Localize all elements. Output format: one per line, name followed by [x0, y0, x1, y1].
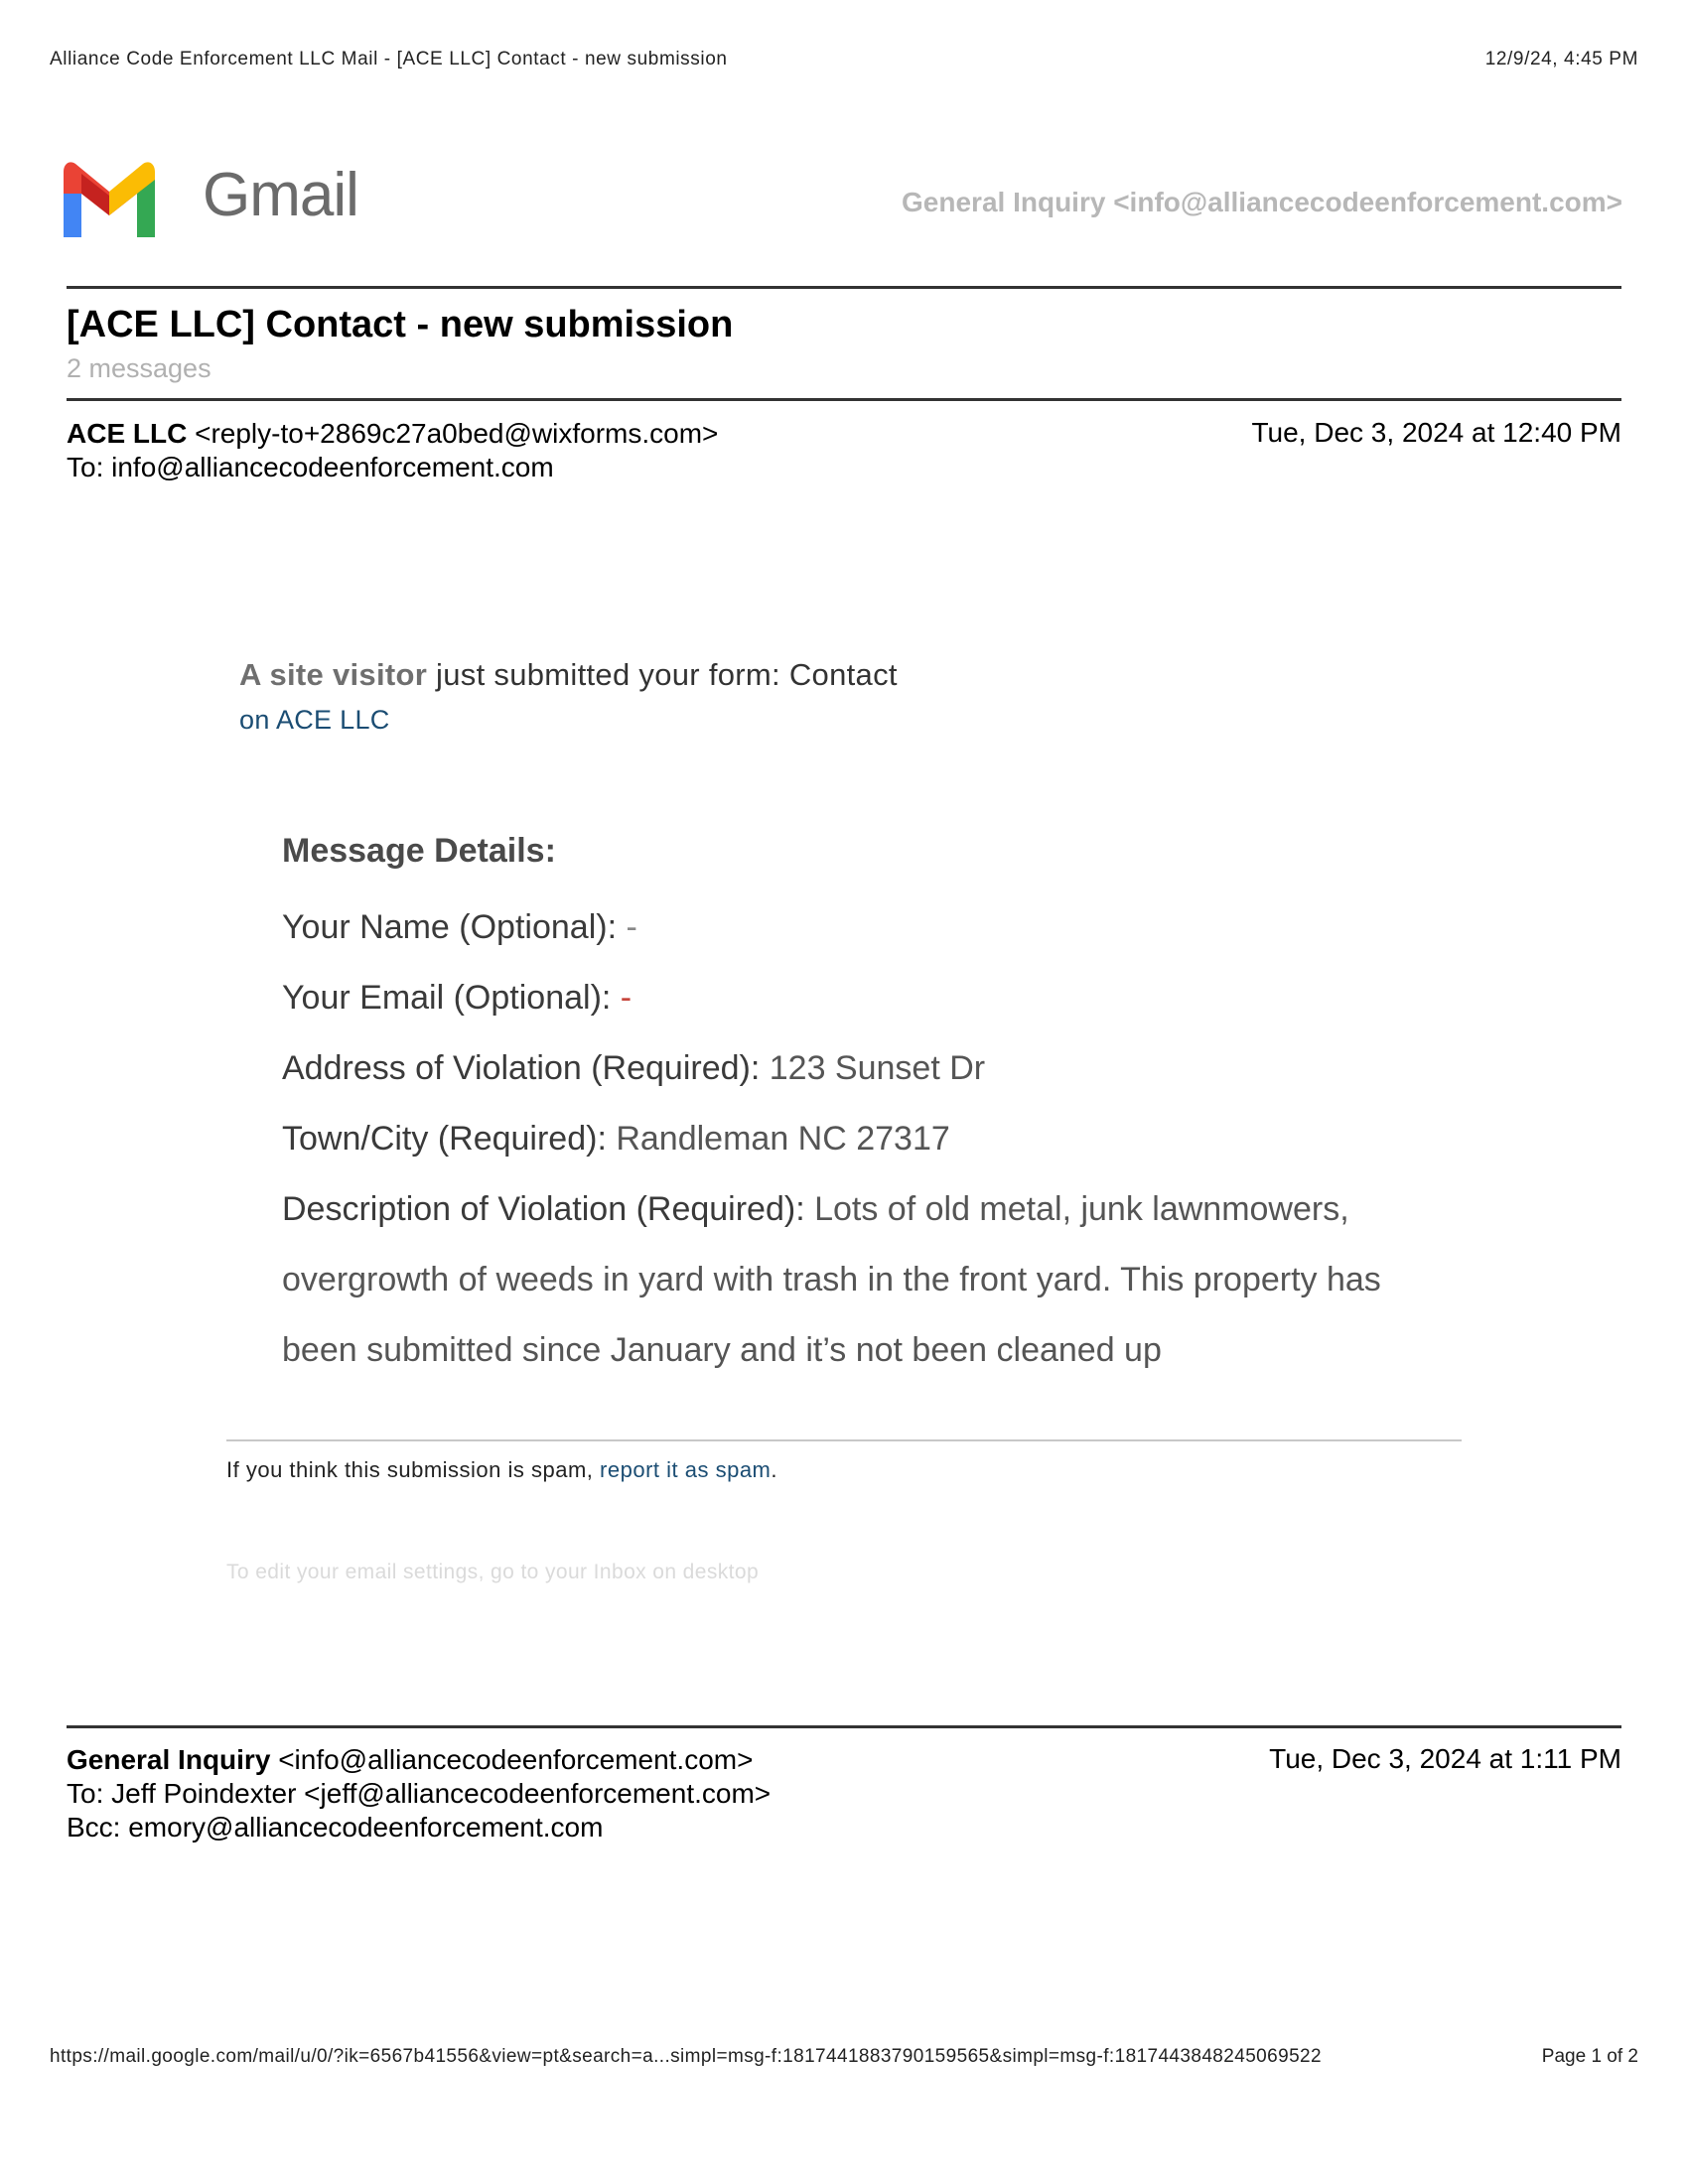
field-name	[282, 892, 1434, 963]
divider	[67, 1725, 1621, 1728]
sender-name: ACE LLC	[67, 418, 188, 449]
field-description	[282, 1174, 1434, 1386]
field-label: Town/City (Required):	[282, 1120, 607, 1158]
sender-name: General Inquiry	[67, 1744, 271, 1775]
divider	[226, 1439, 1462, 1441]
field-address	[282, 1033, 1434, 1104]
spam-period: .	[771, 1457, 778, 1482]
field-label: Description of Violation (Required):	[282, 1190, 805, 1228]
field-value: -	[626, 908, 637, 946]
field-label: Address of Violation (Required):	[282, 1049, 761, 1087]
account-address: General Inquiry <info@alliancecodeenforcement.com>	[902, 187, 1622, 217]
field-town	[282, 1104, 1434, 1174]
print-url: https://mail.google.com/mail/u/0/?ik=6567b41556&view=pt&search=a...simpl=msg-f:1817441883790159565&simpl=msg-f:1817443848245069522	[50, 2046, 1322, 2067]
print-title: Alliance Code Enforcement LLC Mail - [ACE LLC] Contact - new submission	[50, 49, 728, 69]
intro-text: just submitted your form: Contact	[427, 657, 898, 692]
message1-to: To: info@alliancecodeenforcement.com	[67, 452, 554, 482]
message-details	[282, 832, 1434, 1386]
gmail-wordmark: Gmail	[203, 161, 358, 229]
spam-text: If you think this submission is spam,	[226, 1457, 594, 1482]
field-value: 123 Sunset Dr	[769, 1049, 986, 1087]
message1-date: Tue, Dec 3, 2024 at 12:40 PM	[1251, 417, 1621, 448]
report-spam-link[interactable]: report it as spam	[600, 1457, 772, 1482]
sender-email: <info@alliancecodeenforcement.com>	[278, 1744, 754, 1775]
email-settings-note: To edit your email settings, go to your Inbox on desktop	[226, 1561, 760, 1583]
print-datetime: 12/9/24, 4:45 PM	[1484, 49, 1638, 69]
intro-bold: A site visitor	[239, 657, 428, 692]
field-label: Your Name (Optional):	[282, 908, 618, 946]
sender-email: <reply-to+2869c27a0bed@wixforms.com>	[195, 418, 719, 449]
divider	[67, 398, 1621, 401]
field-value: Lots of old metal, junk lawnmowers, overgrowth of weeds in yard with trash in the front yard. This property has been submitted since January and it’s not been cleaned up	[282, 1190, 1381, 1369]
submission-intro	[239, 657, 898, 693]
field-label: Your Email (Optional):	[282, 979, 612, 1017]
message1-sender	[67, 417, 718, 451]
thread-subject: [ACE LLC] Contact - new submission	[67, 304, 734, 345]
field-value: Randleman NC 27317	[616, 1120, 950, 1158]
message2-sender	[67, 1743, 753, 1777]
page-number: Page 1 of 2	[1541, 2046, 1638, 2067]
details-title: Message Details:	[282, 832, 556, 870]
divider	[67, 286, 1621, 289]
message2-to: To: Jeff Poindexter <jeff@alliancecodeenforcement.com>	[67, 1778, 772, 1809]
gmail-logo-icon	[56, 154, 163, 245]
message2-date: Tue, Dec 3, 2024 at 1:11 PM	[1269, 1743, 1621, 1774]
field-email	[282, 963, 1434, 1033]
spam-notice	[226, 1457, 777, 1483]
message-count: 2 messages	[67, 353, 211, 383]
site-name-link[interactable]: on ACE LLC	[239, 705, 390, 735]
field-value: -	[620, 979, 633, 1017]
message2-bcc: Bcc: emory@alliancecodeenforcement.com	[67, 1812, 604, 1843]
